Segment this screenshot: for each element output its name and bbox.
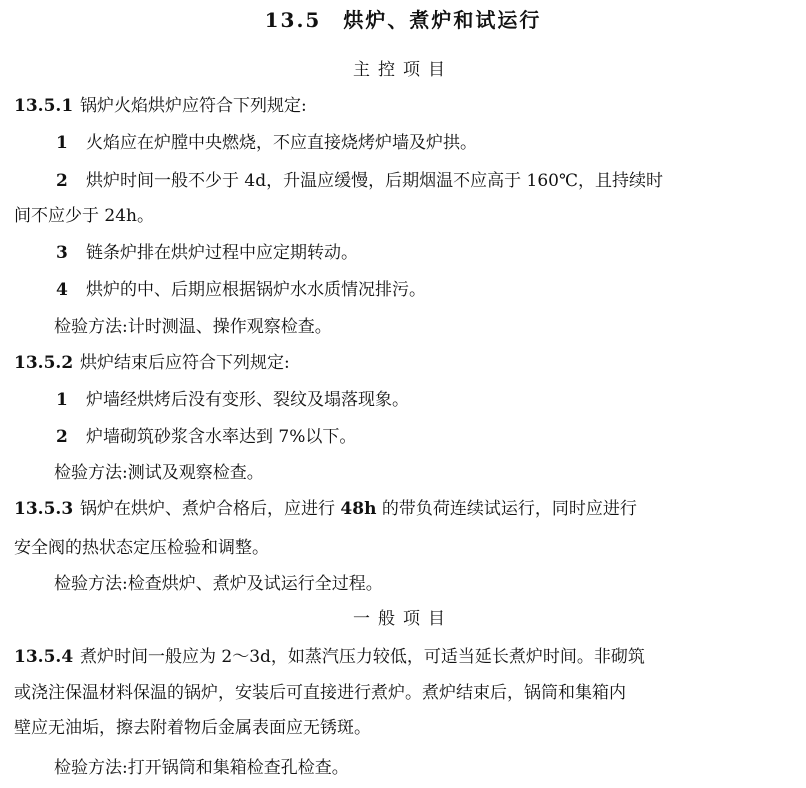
clause-duration: 48h — [340, 499, 377, 519]
item-number: 3 — [56, 243, 68, 263]
list-item — [0, 132, 806, 154]
clause-13-5-2 — [0, 352, 806, 374]
list-item — [0, 279, 806, 301]
section-title-text: 烘炉、煮炉和试运行 — [343, 8, 542, 32]
item-text: 烘炉的中、后期应根据锅炉水水质情况排污。 — [86, 280, 426, 300]
clause-13-5-4 — [0, 646, 806, 668]
clause-13-5-3 — [0, 498, 806, 520]
clause-number: 13.5.2 — [14, 353, 74, 373]
item-text: 火焰应在炉膛中央燃烧，不应直接烧烤炉墙及炉拱。 — [86, 133, 477, 153]
item-text: 烘炉时间一般不少于 4d，升温应缓慢，后期烟温不应高于 160℃，且持续时 — [86, 171, 663, 191]
clause-text-part-a: 锅炉在烘炉、煮炉合格后，应进行 — [80, 499, 335, 519]
section-title — [0, 9, 806, 31]
item-text: 炉墙砌筑砂浆含水率达到 7%以下。 — [86, 427, 357, 447]
clause-text: 烘炉结束后应符合下列规定: — [80, 353, 290, 373]
clause-number: 13.5.1 — [14, 96, 74, 116]
clause-text: 锅炉火焰烘炉应符合下列规定: — [80, 96, 307, 116]
list-item — [0, 426, 806, 448]
item-text: 链条炉排在烘炉过程中应定期转动。 — [86, 243, 358, 263]
clause-continuation: 壁应无油垢，擦去附着物后金属表面应无锈斑。 — [14, 718, 371, 738]
list-item — [0, 389, 806, 411]
item-number: 2 — [56, 427, 68, 447]
clause-13-5-1 — [0, 95, 806, 117]
subheading-general-items: 一般项目 — [353, 609, 453, 629]
clause-number: 13.5.4 — [14, 647, 74, 667]
clause-continuation: 安全阀的热状态定压检验和调整。 — [14, 538, 269, 558]
inspection-method: 检验方法:计时测温、操作观察检查。 — [54, 317, 332, 337]
inspection-method: 检验方法:检查烘炉、煮炉及试运行全过程。 — [54, 574, 383, 594]
item-number: 1 — [56, 133, 68, 153]
item-number: 2 — [56, 171, 68, 191]
clause-number: 13.5.3 — [14, 499, 74, 519]
list-item — [0, 242, 806, 264]
clause-continuation: 或浇注保温材料保温的锅炉，安装后可直接进行煮炉。煮炉结束后，锅筒和集箱内 — [14, 683, 626, 703]
list-item — [0, 170, 806, 192]
item-text: 炉墙经烘烤后没有变形、裂纹及塌落现象。 — [86, 390, 409, 410]
inspection-method: 检验方法:打开锅筒和集箱检查孔检查。 — [54, 758, 349, 778]
item-number: 1 — [56, 390, 68, 410]
clause-text: 煮炉时间一般应为 2～3d，如蒸汽压力较低，可适当延长煮炉时间。非砌筑 — [80, 647, 645, 667]
inspection-method: 检验方法:测试及观察检查。 — [54, 463, 264, 483]
item-continuation: 间不应少于 24h。 — [14, 206, 154, 226]
section-number: 13.5 — [264, 8, 322, 32]
clause-text-part-b: 的带负荷连续试运行，同时应进行 — [381, 499, 637, 519]
subheading-main-items: 主控项目 — [353, 60, 453, 80]
item-number: 4 — [56, 280, 68, 300]
